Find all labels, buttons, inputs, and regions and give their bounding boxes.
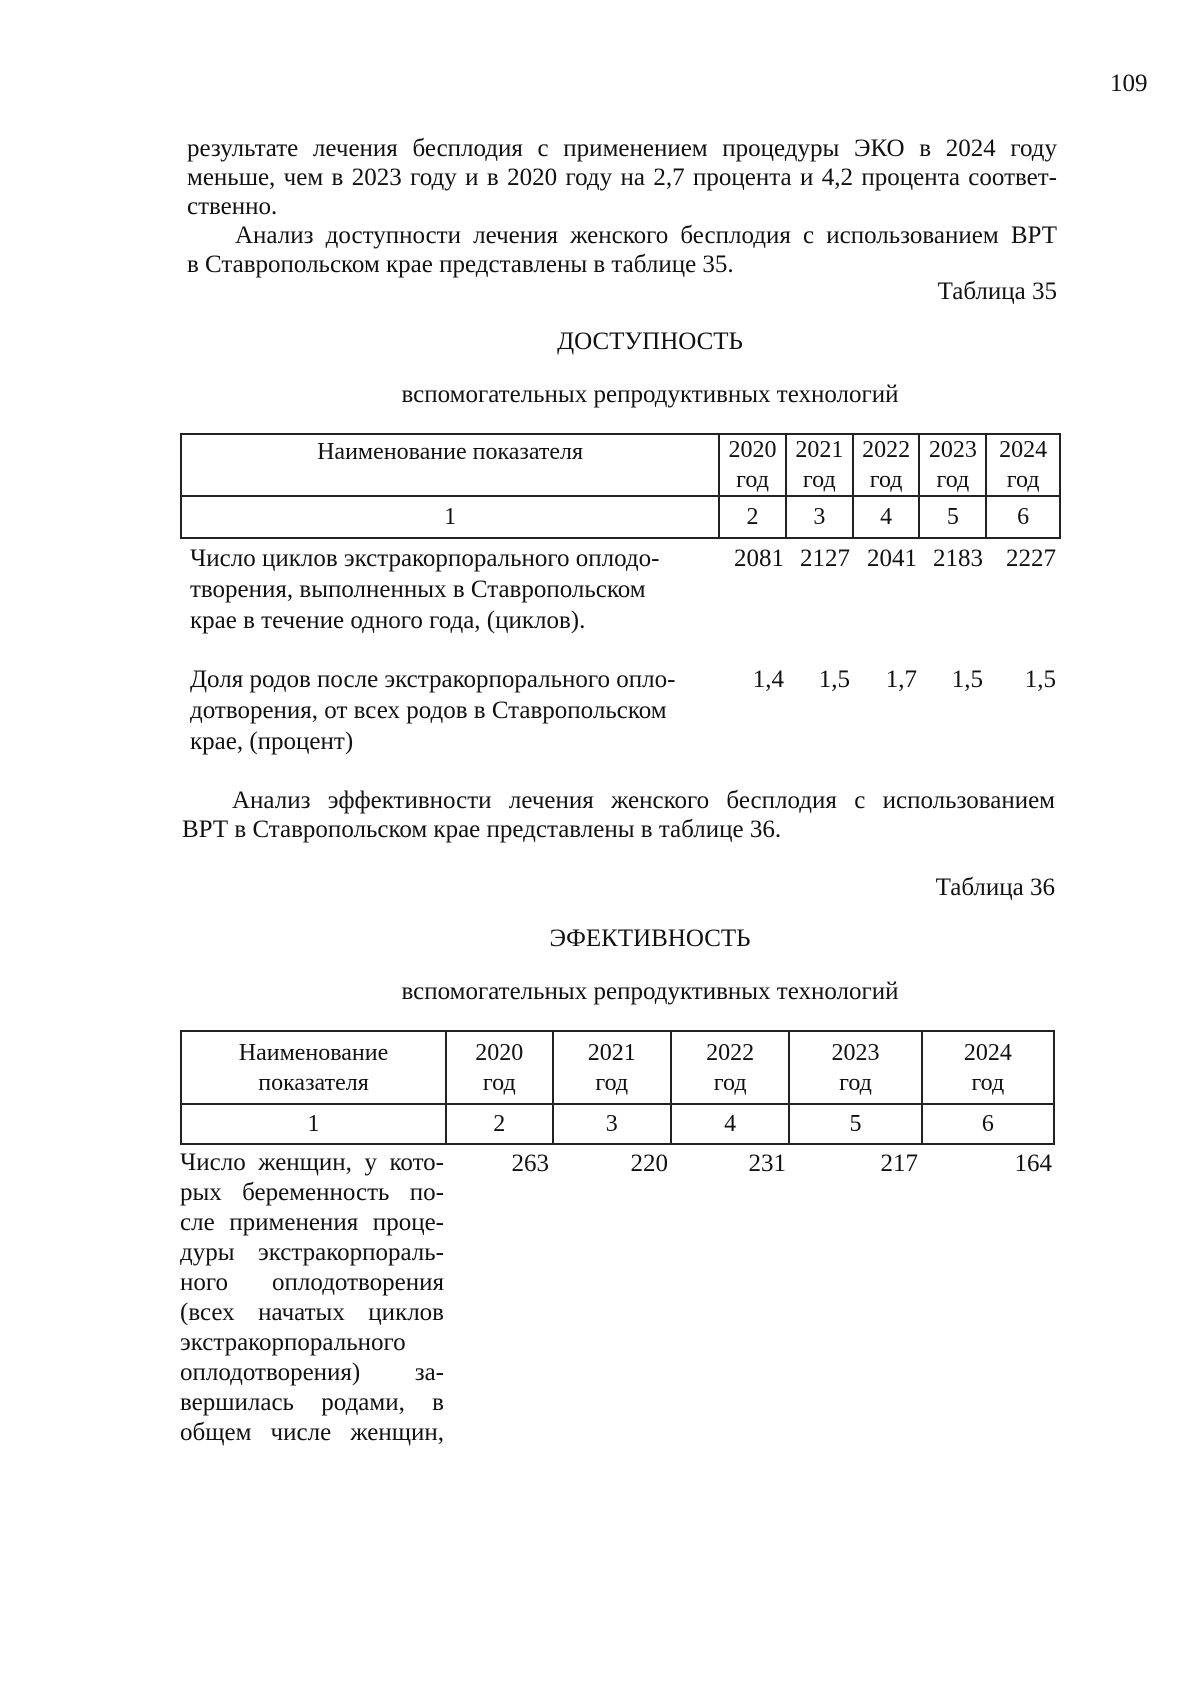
- text-line: ВРТ в Ставропольском крае представлены в таблице 36.: [182, 816, 782, 843]
- text-line: общем числе женщин,: [180, 1419, 444, 1446]
- table35-row2-value: 1,5: [1024, 666, 1056, 693]
- table36-row-label: [180, 1148, 444, 1448]
- table35-row2-value: 1,5: [818, 666, 850, 693]
- text-line: (всех начатых циклов: [180, 1299, 444, 1326]
- text-line: рых беременность по-: [180, 1179, 444, 1206]
- table35-year-2023: 2023 год: [919, 434, 986, 496]
- text-line: Анализ доступности лечения женского бесплодия с использованием ВРТ: [235, 222, 1057, 249]
- table35-row1-label: [190, 543, 659, 636]
- table36-colnum: 2: [446, 1104, 553, 1144]
- table35-colnum: 4: [853, 496, 920, 538]
- table35-year-2022: 2022 год: [853, 434, 920, 496]
- table36-year-2022: 2022 год: [671, 1031, 789, 1104]
- table35-row1-value: 2081: [734, 545, 784, 572]
- page-number: 109: [1110, 70, 1148, 97]
- table36-row-value: 263: [511, 1150, 549, 1177]
- table35-colnum: 5: [919, 496, 986, 538]
- table35-colnum: 2: [719, 496, 786, 538]
- text-line: вершилась родами, в: [180, 1389, 444, 1416]
- text-line: творения, выполненных в Ставропольском: [190, 576, 646, 603]
- table35-colnum: 1: [181, 496, 719, 538]
- text-line: сле применения проце-: [180, 1209, 444, 1236]
- table35-colnum: 3: [786, 496, 853, 538]
- table36-title: ЭФЕКТИВНОСТЬ: [549, 925, 751, 952]
- table35-row2-value: 1,7: [885, 666, 917, 693]
- text-line: дуры экстракорпораль-: [180, 1239, 444, 1266]
- intro-paragraph: [187, 134, 1057, 221]
- table36-year-2023: 2023 год: [789, 1031, 921, 1104]
- table35-year-2021: 2021 год: [786, 434, 853, 496]
- table35-header-name: Наименование показателя: [181, 434, 719, 496]
- table36-year-2024: 2024 год: [922, 1031, 1054, 1104]
- table35-colnum: 6: [986, 496, 1060, 538]
- table36-row-value: 164: [1014, 1150, 1052, 1177]
- text-line: ственно.: [187, 193, 278, 220]
- text-line: результате лечения бесплодия с применением процедуры ЭКО в 2024 году: [187, 135, 1057, 162]
- table36-subtitle: вспомогательных репродуктивных технологий: [401, 978, 899, 1005]
- table35-header: [180, 433, 1061, 539]
- table35-row1-value: 2127: [800, 545, 850, 572]
- table36-colnum: 3: [553, 1104, 671, 1144]
- text-line: крае, (процент): [190, 728, 354, 755]
- table36-row-value: 220: [630, 1150, 668, 1177]
- table35-row2-value: 1,4: [752, 666, 784, 693]
- text-line: Анализ эффективности лечения женского бесплодия с использованием: [232, 787, 1055, 814]
- table35-row1-value: 2183: [933, 545, 983, 572]
- table35-row2-label: [190, 664, 676, 757]
- text-line: экстракорпорального: [180, 1329, 406, 1356]
- table35-row2-value: 1,5: [951, 666, 983, 693]
- table36-year-2021: 2021 год: [553, 1031, 671, 1104]
- text-line: в Ставропольском крае представлены в таблице 35.: [187, 251, 734, 278]
- table36-year-2020: 2020 год: [446, 1031, 553, 1104]
- table35-subtitle: вспомогательных репродуктивных технологий: [401, 381, 899, 408]
- text-line: Число женщин, у кото-: [180, 1149, 444, 1176]
- table36-colnum: 6: [922, 1104, 1054, 1144]
- table35-year-2020: 2020 год: [719, 434, 786, 496]
- table35-row1-value: 2041: [867, 545, 917, 572]
- table36-header: [180, 1030, 1055, 1145]
- paragraph-table36: [182, 786, 1055, 844]
- table35-title: ДОСТУПНОСТЬ: [557, 328, 743, 355]
- table36-colnum: 5: [789, 1104, 921, 1144]
- text-line: ного оплодотворения: [180, 1269, 444, 1296]
- text-line: Число циклов экстракорпорального оплодо-: [190, 545, 660, 572]
- table36-colnum: 4: [671, 1104, 789, 1144]
- text-line: крае в течение одного года, (циклов).: [190, 607, 586, 634]
- table36-row-value: 217: [880, 1150, 918, 1177]
- table36-header-name: Наименование показателя: [181, 1031, 446, 1104]
- table35-row1-value: 2227: [1006, 545, 1056, 572]
- table36-label: Таблица 36: [935, 874, 1055, 901]
- table36-colnum: 1: [181, 1104, 446, 1144]
- text-line: меньше, чем в 2023 году и в 2020 году на 2,7 процента и 4,2 процента соответ-: [187, 164, 1057, 191]
- text-line: оплодотворения) за-: [180, 1359, 444, 1386]
- text-line: дотворения, от всех родов в Ставропольском: [190, 697, 667, 724]
- table35-year-2024: 2024 год: [986, 434, 1060, 496]
- table36-row-value: 231: [748, 1150, 786, 1177]
- paragraph-table35: [187, 221, 1057, 279]
- table35-label: Таблица 35: [937, 278, 1057, 305]
- text-line: Доля родов после экстракорпорального опло-: [190, 666, 676, 693]
